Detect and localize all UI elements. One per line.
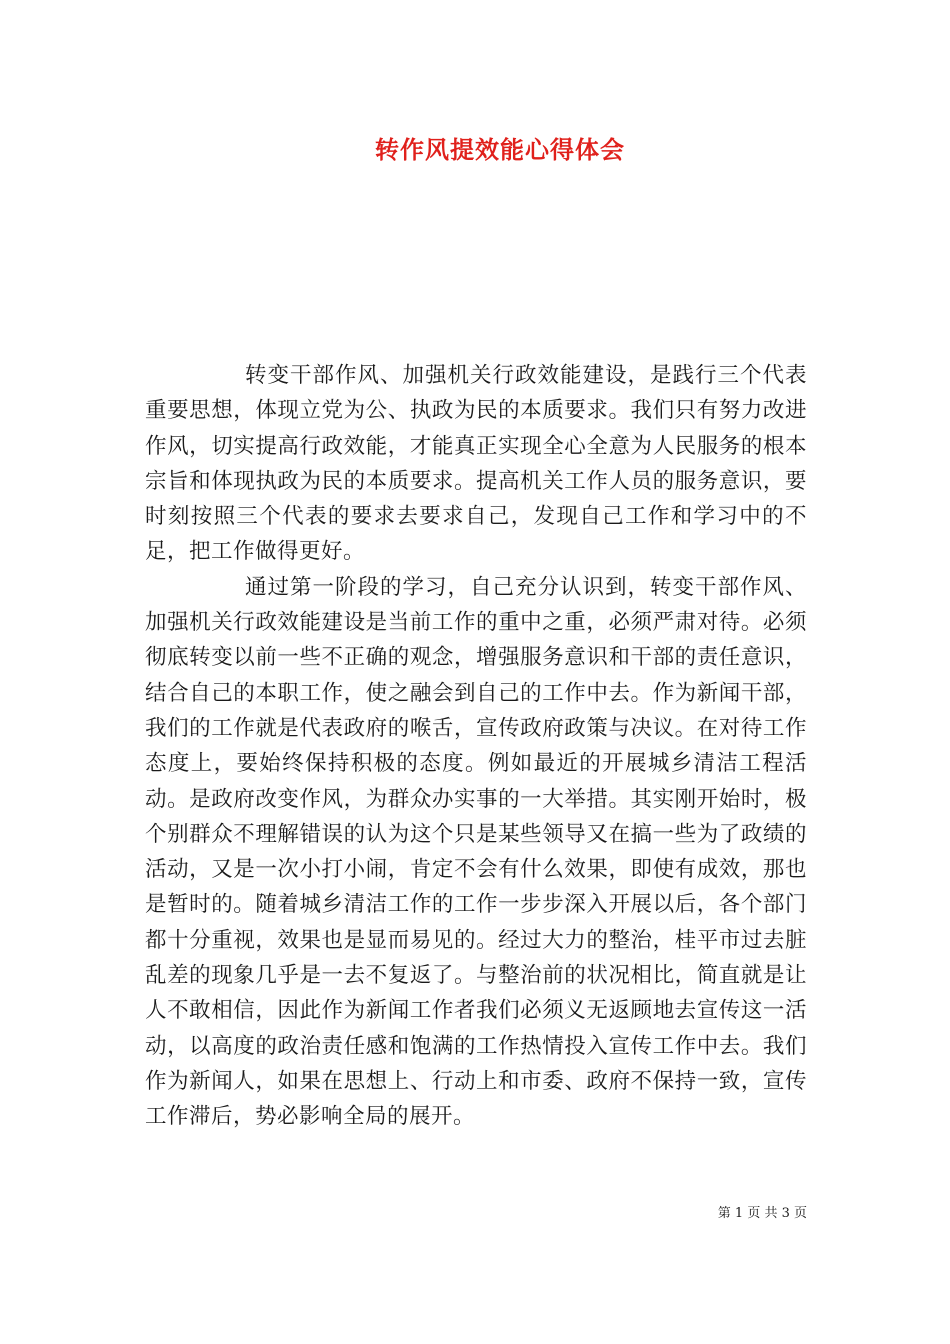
document-body (145, 358, 807, 1135)
page-number: 第 1 页 共 3 页 (717, 1206, 807, 1221)
page-title: 转作风提效能心得体会 (375, 135, 625, 164)
paragraph: 转变干部作风、加强机关行政效能建设，是践行三个代表重要思想，体现立党为公、执政为民的本质要求。我们只有努力改进作风，切实提高行政效能，才能真正实现全心全意为人民服务的根本宗旨和体现执政为民的本质要求。提高机关工作人员的服务意识，要时刻按照三个代表的要求去要求自己，发现自己工作和学习中的不足，把工作做得更好。 (145, 363, 807, 565)
paragraph: 通过第一阶段的学习，自己充分认识到，转变干部作风、加强机关行政效能建设是当前工作的重中之重，必须严肃对待。必须彻底转变以前一些不正确的观念，增强服务意识和干部的责任意识，结合自己的本职工作，使之融会到自己的工作中去。作为新闻干部，我们的工作就是代表政府的喉舌，宣传政府政策与决议。在对待工作态度上，要始终保持积极的态度。例如最近的开展城乡清洁工程活动。是政府改变作风，为群众办实事的一大举措。其实刚开始时，极个别群众不理解错误的认为这个只是某些领导又在搞一些为了政绩的活动，又是一次小打小闹，肯定不会有什么效果，即使有成效，那也是暂时的。随着城乡清洁工作的工作一步步深入开展以后，各个部门都十分重视，效果也是显而易见的。经过大力的整治，桂平市过去脏乱差的现象几乎是一去不复返了。与整治前的状况相比，简直就是让人不敢相信，因此作为新闻工作者我们必须义无返顾地去宣传这一活动，以高度的政治责任感和饱满的工作热情投入宣传工作中去。我们作为新闻人，如果在思想上、行动上和市委、政府不保持一致，宣传工作滞后，势必影响全局的展开。 (145, 574, 807, 1130)
